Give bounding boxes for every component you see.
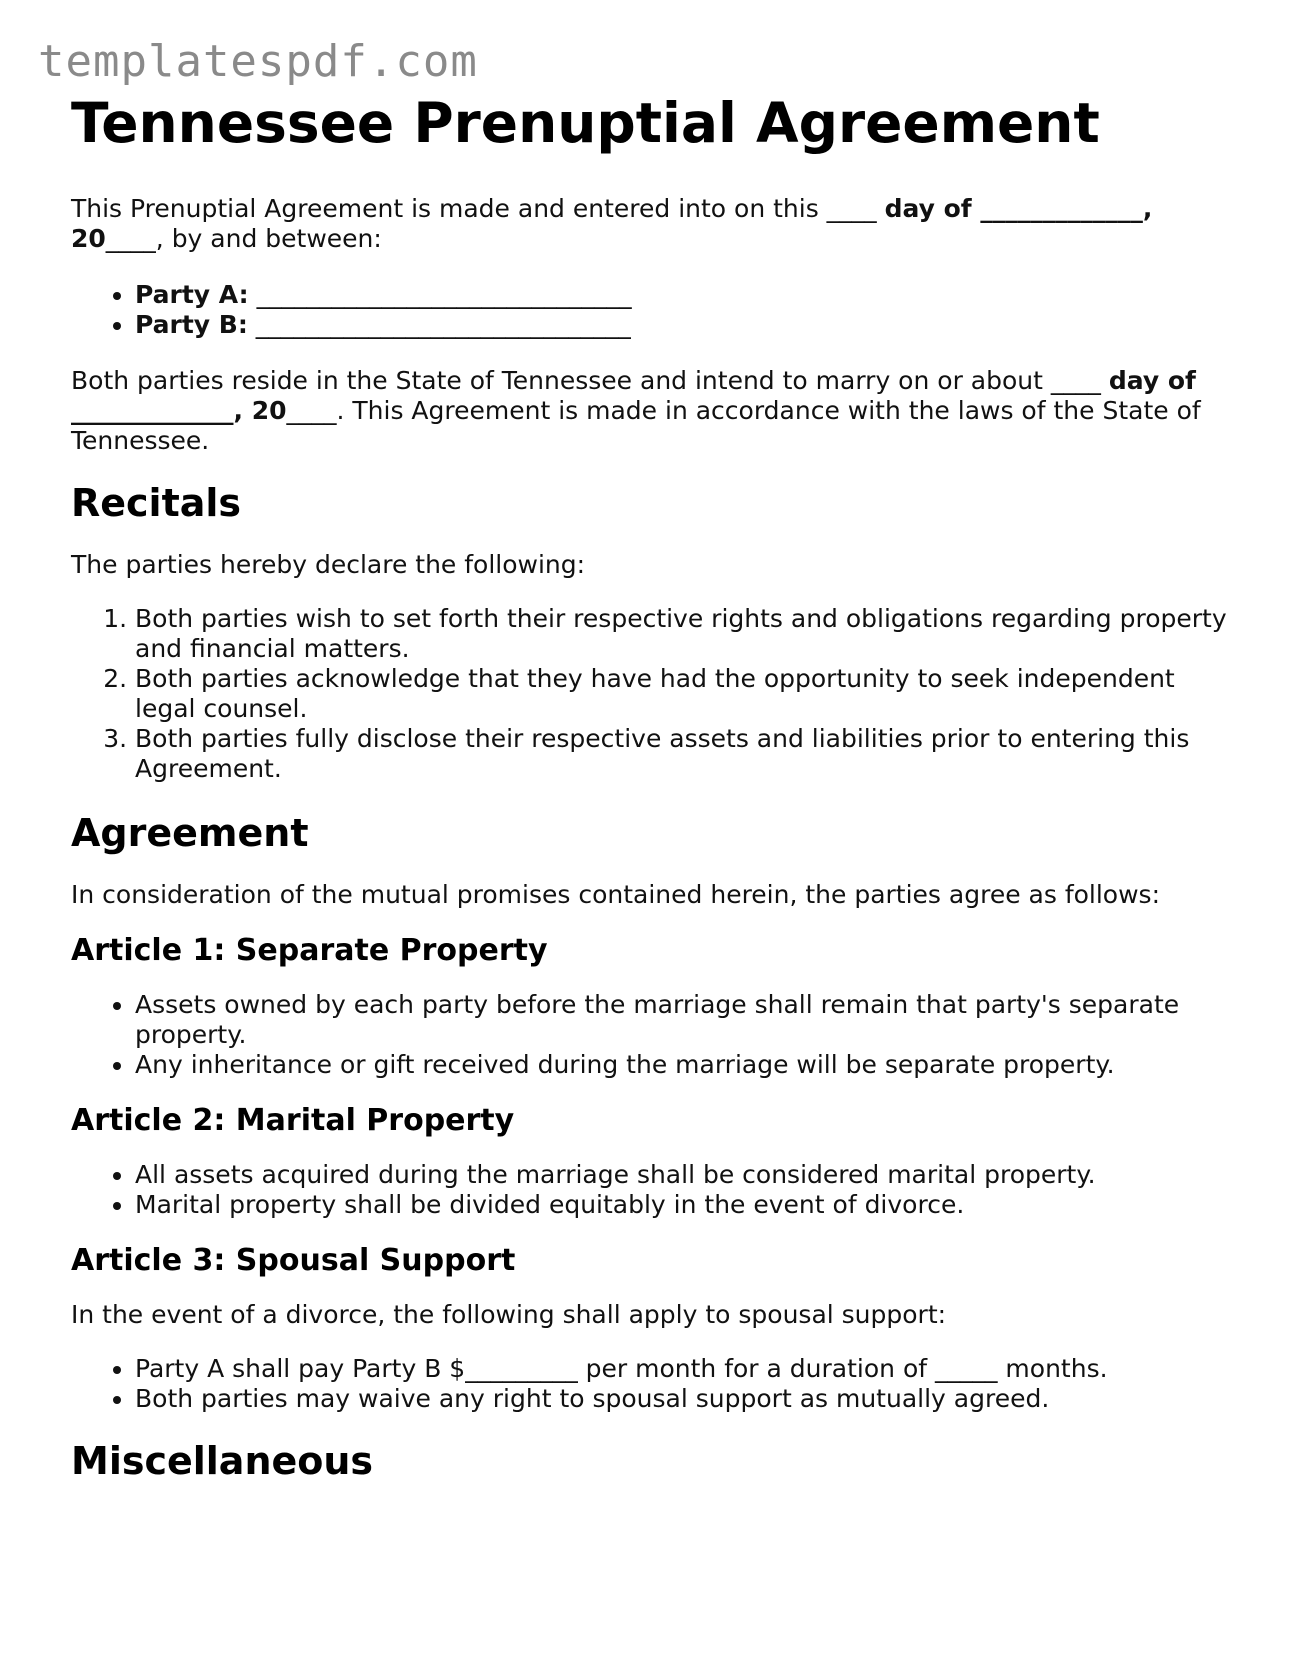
intro-text: This Prenuptial Agreement is made and entered into on this ____: [71, 194, 885, 223]
residence-text-2: ____. This Agreement is made in accordance with the laws of the State of Tennessee.: [71, 396, 1201, 455]
list-item: • Assets owned by each party before the marriage shall remain that party's separate property.: [135, 990, 1231, 1050]
list-item: • All assets acquired during the marriage shall be considered marital property.: [135, 1160, 1231, 1190]
list-item: 1. Both parties wish to set forth their respective rights and obligations regarding property and financial matters.: [135, 604, 1231, 664]
party-a-blank: ______________________________: [248, 280, 632, 309]
party-b-blank: ______________________________: [247, 310, 631, 339]
residence-paragraph: [71, 366, 1231, 456]
party-b-label: Party B:: [135, 310, 248, 339]
list-item: [135, 280, 1231, 310]
list-item: • Marital property shall be divided equitably in the event of divorce.: [135, 1190, 1231, 1220]
article-1-list: [71, 990, 1231, 1080]
list-item: [135, 310, 1231, 340]
article-1-heading: Article 1: Separate Property: [71, 933, 548, 968]
miscellaneous-heading: Miscellaneous: [71, 1439, 374, 1483]
list-item: • Any inheritance or gift received during the marriage will be separate property.: [135, 1050, 1231, 1080]
article-2-list: [71, 1160, 1231, 1220]
article-3-intro: In the event of a divorce, the following shall apply to spousal support:: [71, 1300, 947, 1329]
article-3-list: [71, 1354, 1231, 1414]
residence-date-bold: day of _____________, 20: [71, 366, 1196, 425]
parties-list: [71, 280, 1231, 340]
agreement-intro: In consideration of the mutual promises contained herein, the parties agree as follows:: [71, 880, 1161, 909]
intro-date-bold: day of _____________, 20: [71, 194, 1153, 253]
party-a-label: Party A:: [135, 280, 249, 309]
article-3-heading: Article 3: Spousal Support: [71, 1243, 516, 1278]
recitals-intro: The parties hereby declare the following:: [71, 550, 586, 579]
document-page: [71, 88, 1231, 1484]
recitals-heading: Recitals: [71, 481, 242, 525]
intro-paragraph: [71, 194, 1231, 254]
list-item: • Both parties may waive any right to spousal support as mutually agreed.: [135, 1384, 1231, 1414]
article-2-heading: Article 2: Marital Property: [71, 1103, 515, 1138]
document-title: Tennessee Prenuptial Agreement: [71, 91, 1100, 155]
intro-text-2: ____, by and between:: [105, 224, 382, 253]
list-item: 3. Both parties fully disclose their respective assets and liabilities prior to entering this Agreement.: [135, 724, 1231, 784]
list-item: • Party A shall pay Party B $_________ per month for a duration of _____ months.: [135, 1354, 1231, 1384]
watermark: templatespdf.com: [38, 36, 478, 87]
list-item: 2. Both parties acknowledge that they have had the opportunity to seek independent legal counsel.: [135, 664, 1231, 724]
residence-text: Both parties reside in the State of Tennessee and intend to marry on or about ____: [71, 366, 1109, 395]
agreement-heading: Agreement: [71, 811, 309, 855]
recitals-list: [71, 604, 1231, 784]
